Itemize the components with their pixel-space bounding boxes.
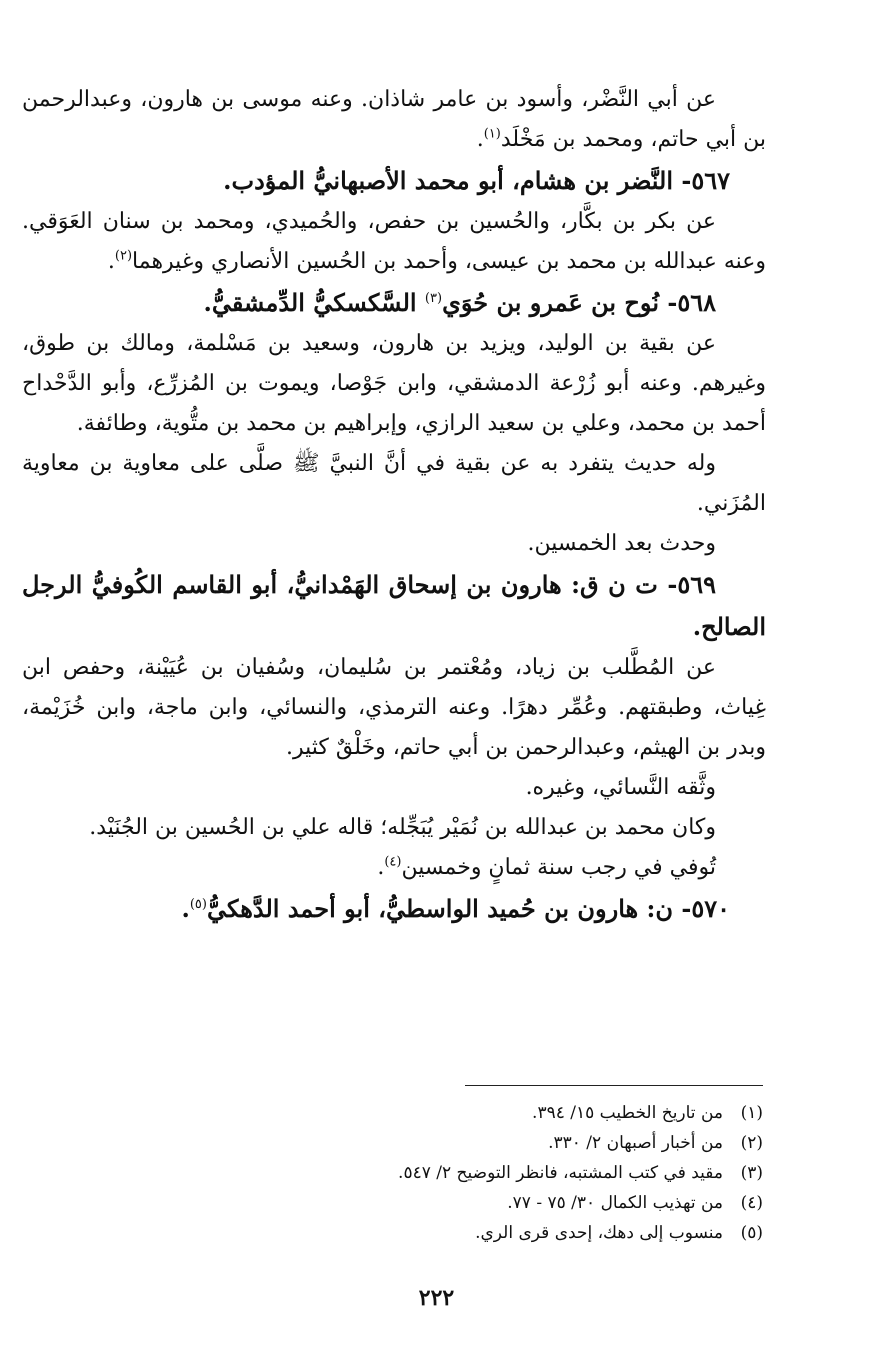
footnote-number: (٣) xyxy=(740,1163,763,1183)
entry-570-heading xyxy=(22,888,766,930)
footnote-ref-2: (٢) xyxy=(114,248,133,264)
heading-text-end: السَّكسكيُّ الدِّمشقيُّ. xyxy=(203,288,425,317)
footnote-item xyxy=(163,1188,763,1218)
entry-569-paragraph-2: وثَّقه النَّسائي، وغيره. xyxy=(525,775,716,800)
entry-569-paragraph-1: عن المُطَّلب بن زياد، ومُعْتمر بن سُليمان، وسُفيان بن عُيَيْنة، وحفص ابن غِياث، وطبقتهم. وعُمِّر دهرًا. وعنه الترمذي، والنسائي، وابن ماجة، وابن خُزَيْمة، وبدر بن الهيثم، وعبدالرحمن بن أبي حاتم، وخَلْقٌ كثير. xyxy=(22,655,766,760)
paragraph-text: عن أبي النَّضْر، وأسود بن عامر شاذان. وعنه موسى بن هارون، وعبدالرحمن بن أبي حاتم، ومحمد بن مَخْلَد xyxy=(22,87,766,152)
entry-569-heading: ٥٦٩- ت ن ق: هارون بن إسحاق الهَمْدانيُّ، أبو القاسم الكُوفيُّ الرجل الصالح. xyxy=(22,570,766,641)
footnote-ref-4: (٤) xyxy=(384,854,402,870)
footnote-number: (٢) xyxy=(740,1133,763,1153)
paragraph-end: . xyxy=(377,855,385,880)
heading-text: ٥٧٠- ن: هارون بن حُميد الواسطيُّ، أبو أحمد الدَّهكيُّ xyxy=(206,894,730,923)
entry-567-heading: ٥٦٧- النَّضر بن هشام، أبو محمد الأصبهانيُّ المؤدب. xyxy=(223,166,730,195)
heading-text-end: . xyxy=(181,894,190,923)
footnote-text: مقيد في كتب المشتبه، فانظر التوضيح ٢/ ٥٤٧. xyxy=(398,1163,723,1183)
entry-568-paragraph-3: وحدث بعد الخمسين. xyxy=(527,531,716,556)
footnote-number: (٤) xyxy=(740,1193,763,1213)
paragraph-text: عن بكر بن بكَّار، والحُسين بن حفص، والحُميدي، ومحمد بن سنان العَوَقي. وعنه عبدالله بن محمد بن عيسى، وأحمد بن الحُسين الأنصاري وغيرهما xyxy=(22,209,766,274)
footnote-text: منسوب إلى دهك، إحدى قرى الري. xyxy=(475,1223,723,1243)
entry-568-paragraph-1: عن بقية بن الوليد، ويزيد بن هارون، وسعيد بن مَسْلمة، ومالك بن طوق، وغيرهم. وعنه أبو زُرْعة الدمشقي، وابن جَوْصا، ويموت بن المُزرِّع، وأبو الدَّحْداح أحمد بن محمد، وعلي بن سعيد الرازي، وإبراهيم بن محمد بن متُّوية، وطائفة. xyxy=(22,331,766,436)
footnote-number: (١) xyxy=(740,1103,763,1123)
footnotes xyxy=(163,1098,763,1248)
paragraph-end: . xyxy=(107,249,115,274)
footnote-ref-1: (١) xyxy=(483,126,501,142)
heading-text: ٥٦٨- نُوح بن عَمرو بن حُوَي xyxy=(442,288,716,317)
footnote-text: من تاريخ الخطيب ١٥/ ٣٩٤. xyxy=(532,1103,723,1123)
entry-569-paragraph-4 xyxy=(22,848,766,888)
page-number: ٢٢٢ xyxy=(418,1285,455,1311)
entry-569-paragraph-3: وكان محمد بن عبدالله بن نُمَيْر يُبَجِّله؛ قاله علي بن الحُسين بن الجُنَيْد. xyxy=(89,815,716,840)
page-body xyxy=(22,80,766,930)
footnote-item xyxy=(163,1128,763,1158)
entry-568-heading xyxy=(22,282,766,324)
footnote-text: من أخبار أصبهان ٢/ ٣٣٠. xyxy=(548,1133,723,1153)
paragraph-text: تُوفي في رجب سنة ثمانٍ وخمسين xyxy=(401,855,716,880)
footnote-item xyxy=(163,1158,763,1188)
entry-568-paragraph-2: وله حديث يتفرد به عن بقية في أنَّ النبيَّ ﷺ صلَّى على معاوية بن معاوية المُزَني. xyxy=(22,451,766,516)
footnote-item xyxy=(163,1218,763,1248)
footnote-number: (٥) xyxy=(740,1223,763,1243)
footnote-text: من تهذيب الكمال ٣٠/ ٧٥ - ٧٧. xyxy=(507,1193,723,1213)
footnote-ref-5: (٥) xyxy=(189,897,207,912)
footnote-ref-3: (٣) xyxy=(424,291,443,306)
footnote-item xyxy=(163,1098,763,1128)
paragraph-end: . xyxy=(476,127,484,152)
footnote-separator xyxy=(465,1085,763,1086)
entry-567-paragraph xyxy=(22,202,766,282)
entry-566-paragraph xyxy=(22,80,766,160)
